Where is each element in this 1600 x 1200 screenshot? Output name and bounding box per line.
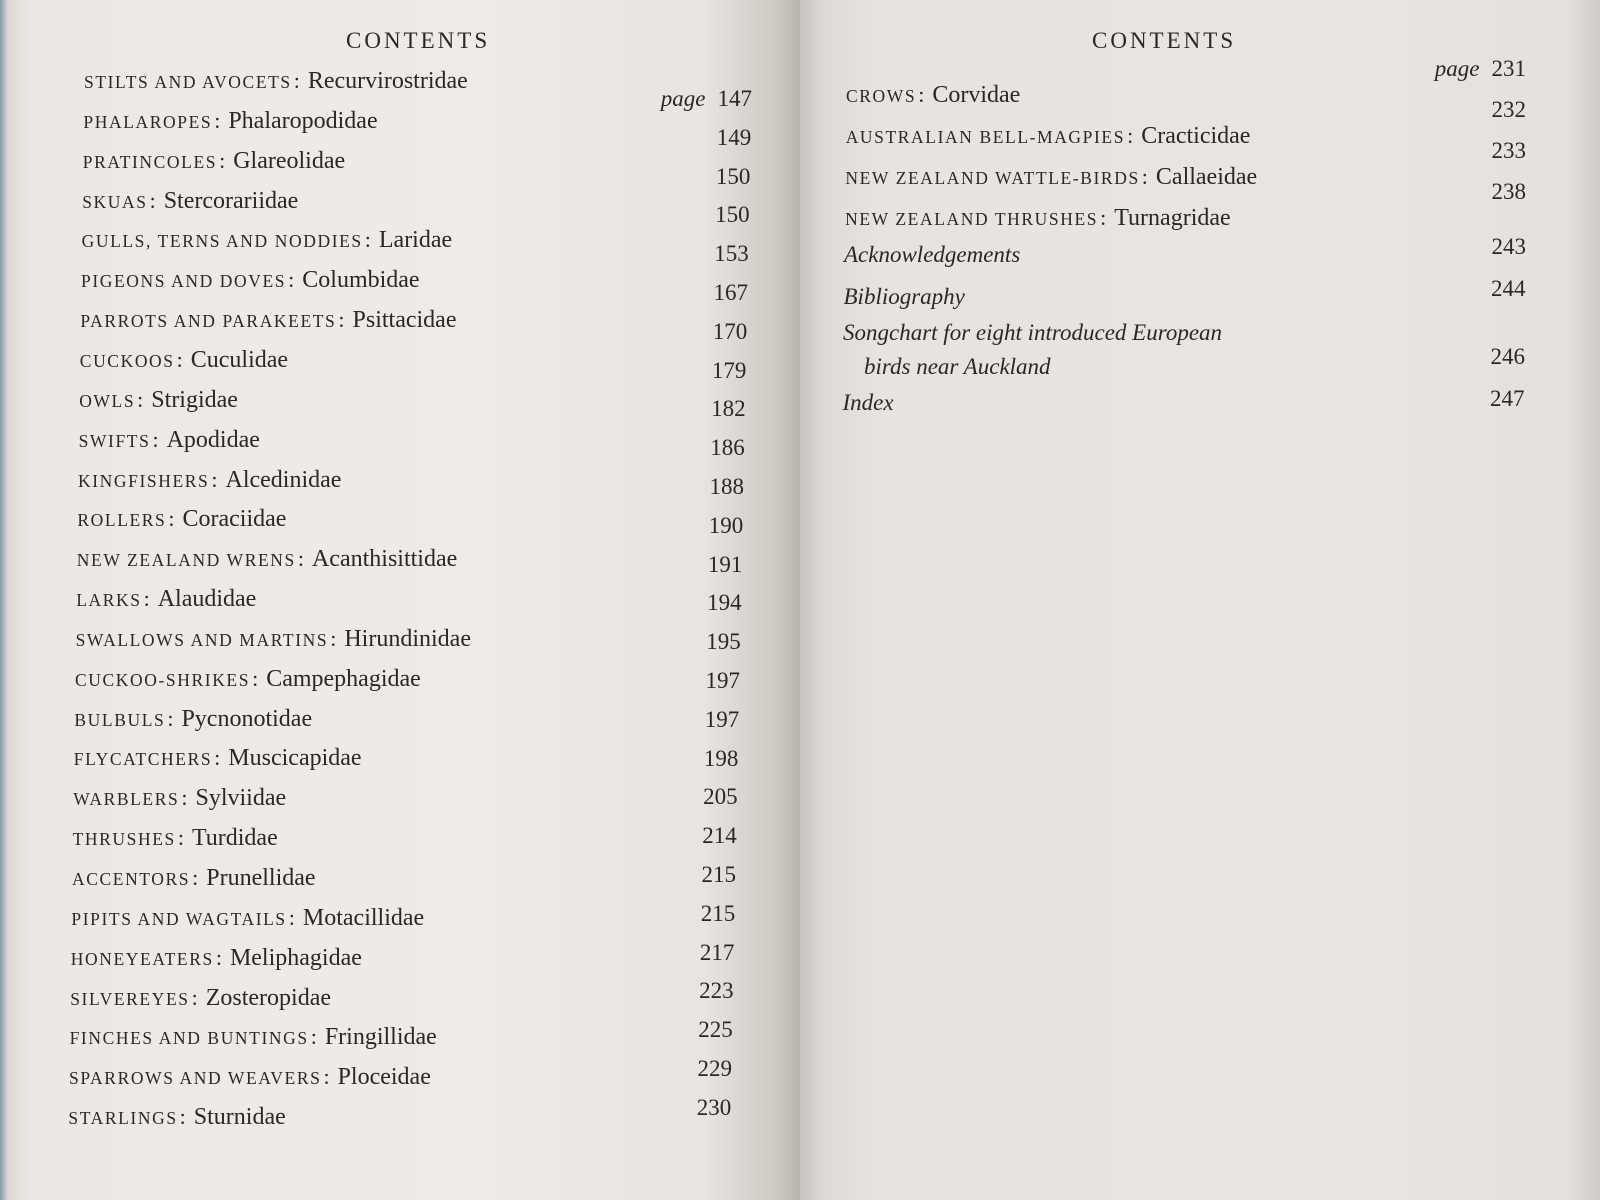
entry-group-name: PIPITS AND WAGTAILS <box>71 908 287 929</box>
entry-page-number: 197 <box>705 668 740 693</box>
entry-separator: : <box>168 506 175 532</box>
entry-separator: : <box>143 586 150 612</box>
entry-group-name: CUCKOO-SHRIKES <box>75 669 251 690</box>
entry-page-number: 191 <box>707 551 743 577</box>
entry-separator: : <box>137 386 144 412</box>
contents-entry <box>0 625 800 659</box>
contents-entry <box>0 466 800 500</box>
entry-group-name: GULLS, TERNS AND NODDIES <box>81 231 363 252</box>
entry-family-name: Campephagidae <box>266 665 421 692</box>
entry-group-name: STILTS AND AVOCETS <box>84 72 292 92</box>
entry-family-name: Hirundinidae <box>344 625 471 652</box>
entry-label <box>82 227 453 254</box>
page-number-value: 231 <box>1491 56 1526 81</box>
entry-label <box>846 82 1020 109</box>
entry-page-number: 217 <box>699 939 735 965</box>
entry-group-name: FINCHES AND BUNTINGS <box>69 1028 309 1049</box>
entry-page-number: 215 <box>700 900 736 926</box>
entry-page-number: 215 <box>701 862 736 887</box>
entry-page-number: 230 <box>696 1094 732 1120</box>
entry-label <box>72 865 316 892</box>
entry-group-name: FLYCATCHERS <box>73 749 213 770</box>
entry-group-name: NEW ZEALAND THRUSHES <box>845 209 1099 229</box>
entry-label <box>68 1104 285 1131</box>
entry-label <box>76 586 256 613</box>
entry-family-name: Motacillidae <box>302 904 425 931</box>
entry-label <box>79 427 260 454</box>
entry-family-name: Coraciidae <box>182 506 287 533</box>
entry-label <box>73 825 278 852</box>
entry-separator: : <box>214 745 221 771</box>
entry-separator: : <box>177 825 184 851</box>
contents-entry <box>0 900 800 938</box>
entry-group-name: PHALAROPES <box>83 111 213 132</box>
entry-label: Acknowledgements <box>844 242 1021 267</box>
entry-family-name: Turnagridae <box>1114 205 1231 231</box>
contents-entry <box>0 745 800 779</box>
contents-entry <box>0 1017 800 1057</box>
entry-page-number: 244 <box>1491 276 1526 301</box>
entry-label <box>846 123 1251 150</box>
entry-group-name: SPARROWS AND WEAVERS <box>69 1068 322 1089</box>
entry-group-name: SWIFTS <box>78 430 151 451</box>
page-number-value: 147 <box>717 86 752 111</box>
entry-family-name: Pycnonotidae <box>181 705 313 732</box>
entry-page-number: 179 <box>711 357 747 383</box>
entry-page-number: 182 <box>711 396 746 422</box>
left-page-heading: CONTENTS <box>346 28 491 53</box>
entry-label <box>845 164 1257 191</box>
entry-family-name: Sturnidae <box>193 1104 286 1131</box>
contents-entry <box>0 939 800 978</box>
entry-family-name: Cracticidae <box>1141 123 1251 149</box>
entry-page-number: 197 <box>704 706 740 732</box>
entry-separator: : <box>152 426 159 452</box>
entry-separator: : <box>191 984 198 1010</box>
contents-entry <box>0 147 800 189</box>
entry-label: Songchart for eight introduced European <box>843 320 1223 345</box>
contents-entry <box>0 1094 800 1137</box>
entry-separator: : <box>167 705 174 731</box>
contents-entry <box>0 426 800 460</box>
entry-separator: : <box>1141 164 1148 189</box>
entry-page-number: 186 <box>710 435 745 461</box>
entry-label <box>80 347 288 374</box>
contents-entry <box>0 546 800 580</box>
entry-family-name: Fringillidae <box>324 1024 437 1051</box>
entry-separator: : <box>214 107 221 133</box>
entry-family-name: Apodidae <box>166 426 260 453</box>
entry-separator: : <box>364 227 371 253</box>
entry-family-name: Strigidae <box>151 386 238 413</box>
entry-separator: : <box>181 785 188 811</box>
contents-entry-italic <box>800 320 1600 390</box>
entry-page-number: 198 <box>703 745 739 771</box>
entry-family-name: Columbidae <box>302 267 420 294</box>
entry-page-number: 167 <box>713 280 748 305</box>
contents-entry <box>0 506 800 540</box>
contents-entry-italic <box>800 276 1600 318</box>
entry-page-number: 232 <box>1491 97 1526 122</box>
entry-page-number: 233 <box>1491 138 1526 163</box>
contents-entry-italic <box>800 234 1600 276</box>
entry-page-number: 190 <box>708 512 744 538</box>
entry-label <box>84 68 468 95</box>
entry-group-name: SWALLOWS AND MARTINS <box>75 629 329 650</box>
entry-page-number: 150 <box>715 163 751 189</box>
entry-label <box>77 546 457 573</box>
entry-page-number: 246 <box>1490 344 1525 369</box>
entry-label <box>74 706 312 733</box>
entry-separator: : <box>215 944 222 970</box>
entry-family-name: Muscicapidae <box>228 745 362 772</box>
entry-family-name: Meliphagidae <box>229 944 362 971</box>
page-word: page <box>1434 56 1480 81</box>
entry-page-number: 229 <box>697 1056 732 1081</box>
entry-label <box>80 307 456 334</box>
entry-label <box>69 1064 431 1091</box>
entry-family-name: Ploceidae <box>337 1064 431 1091</box>
entry-family-name: Sylviidae <box>195 785 287 812</box>
contents-entry <box>0 824 800 858</box>
contents-entry <box>0 705 800 739</box>
contents-entry <box>0 68 800 111</box>
contents-entry <box>0 107 800 150</box>
entry-label <box>73 785 286 812</box>
entry-page-number <box>1386 56 1526 82</box>
entry-group-name: ACCENTORS <box>72 869 191 889</box>
entry-label <box>74 745 362 772</box>
entry-group-name: LARKS <box>76 590 142 611</box>
entry-label <box>70 985 331 1012</box>
entry-page-number: 223 <box>699 978 734 1004</box>
contents-entry <box>0 267 800 305</box>
entry-family-name: Laridae <box>378 227 453 254</box>
entry-page-number: 225 <box>698 1017 733 1043</box>
entry-family-name: Acanthisittidae <box>311 546 458 573</box>
entry-label <box>76 626 471 653</box>
entry-group-name: NEW ZEALAND WATTLE-BIRDS <box>845 168 1140 188</box>
entry-label <box>81 267 420 294</box>
entry-separator: : <box>293 68 300 93</box>
entry-separator: : <box>297 546 304 572</box>
entry-separator: : <box>1127 123 1134 148</box>
entry-group-name: SILVEREYES <box>70 988 190 1009</box>
entry-family-name: Alaudidae <box>157 586 257 613</box>
page-word: page <box>660 86 706 111</box>
entry-group-name: PRATINCOLES <box>82 151 218 172</box>
entry-page-number: 214 <box>702 823 737 849</box>
entry-group-name: NEW ZEALAND WRENS <box>76 550 296 571</box>
entry-separator: : <box>323 1064 330 1090</box>
right-page <box>800 0 1600 1200</box>
entry-label: Index <box>842 390 894 415</box>
entry-family-name: Callaeidae <box>1155 164 1258 190</box>
entry-group-name: PIGEONS AND DOVES <box>81 271 287 292</box>
entry-separator: : <box>1100 205 1107 230</box>
entry-page-number: 153 <box>714 241 749 267</box>
entry-family-name: Prunellidae <box>206 865 316 891</box>
entry-label <box>71 905 424 932</box>
entry-group-name: WARBLERS <box>73 789 180 810</box>
entry-page-number: 194 <box>707 590 742 616</box>
entry-family-name: Cuculidae <box>190 346 289 373</box>
contents-entry <box>0 665 800 699</box>
entry-label <box>78 467 341 494</box>
entry-separator: : <box>288 267 295 293</box>
entry-family-name: Corvidae <box>932 82 1021 108</box>
entry-separator: : <box>211 466 218 492</box>
entry-separator: : <box>288 904 295 930</box>
contents-entry <box>0 386 800 420</box>
right-page-heading: CONTENTS <box>1092 28 1237 53</box>
entry-family-name: Phalaropodidae <box>228 107 378 134</box>
entry-family-name: Psittacidae <box>352 307 457 334</box>
entry-group-name: OWLS <box>79 390 136 411</box>
contents-entry <box>0 347 800 381</box>
contents-entry-italic <box>800 386 1600 424</box>
entry-separator: : <box>192 865 199 890</box>
entry-page-number: 243 <box>1491 234 1526 259</box>
entry-group-name: BULBULS <box>74 709 166 730</box>
entry-group-name: PARROTS AND PARAKEETS <box>80 311 337 332</box>
entry-group-name: AUSTRALIAN BELL-MAGPIES <box>845 127 1126 147</box>
entry-separator: : <box>918 82 925 107</box>
entry-separator: : <box>149 187 156 213</box>
entry-group-name: THRUSHES <box>72 829 176 850</box>
entry-label <box>71 945 362 972</box>
entry-page-number: 149 <box>716 124 752 150</box>
entry-separator: : <box>330 625 337 651</box>
entry-label: Bibliography <box>843 284 965 309</box>
entry-separator: : <box>252 665 259 691</box>
entry-group-name: CROWS <box>846 86 917 106</box>
entry-page-number: 150 <box>715 202 750 228</box>
entry-page-number: 170 <box>712 318 748 344</box>
entry-separator: : <box>219 147 226 173</box>
entry-family-name: Turdidae <box>191 825 278 852</box>
entry-page-number: 247 <box>1490 386 1525 411</box>
entry-group-name: CUCKOOS <box>79 350 175 371</box>
contents-entry <box>0 1056 800 1097</box>
entry-group-name: ROLLERS <box>77 510 167 531</box>
entry-label <box>82 188 298 215</box>
contents-entry <box>0 187 800 228</box>
entry-group-name: HONEYEATERS <box>70 948 214 969</box>
entry-separator: : <box>310 1024 317 1050</box>
entry-group-name: STARLINGS <box>68 1108 178 1129</box>
entry-group-name: KINGFISHERS <box>78 470 210 491</box>
entry-family-name: Glareolidae <box>233 147 346 174</box>
entry-label <box>77 506 286 533</box>
entry-label <box>845 205 1231 232</box>
entry-label <box>83 108 377 135</box>
entry-page-number: 205 <box>703 784 738 810</box>
entry-family-name: Alcedinidae <box>225 466 342 493</box>
entry-page-number: 195 <box>706 629 741 655</box>
contents-entry <box>0 227 800 267</box>
entry-page-number: 238 <box>1491 179 1526 204</box>
entry-page-number: 188 <box>709 474 744 499</box>
contents-entry <box>0 307 800 344</box>
entry-label <box>83 148 345 175</box>
entry-label-continuation: birds near Auckland <box>864 354 1051 379</box>
entry-separator: : <box>179 1104 186 1130</box>
entry-label <box>79 387 238 414</box>
entry-label <box>75 666 421 693</box>
contents-entry <box>0 585 800 619</box>
contents-entry <box>0 864 800 898</box>
entry-separator: : <box>338 307 345 333</box>
entry-family-name: Recurvirostridae <box>307 68 468 94</box>
entry-label <box>70 1024 437 1051</box>
entry-group-name: SKUAS <box>82 191 148 212</box>
contents-entry <box>0 978 800 1017</box>
entry-family-name: Zosteropidae <box>205 984 332 1011</box>
entry-separator: : <box>176 346 183 372</box>
entry-family-name: Stercorariidae <box>163 187 299 214</box>
contents-entry <box>0 784 800 818</box>
